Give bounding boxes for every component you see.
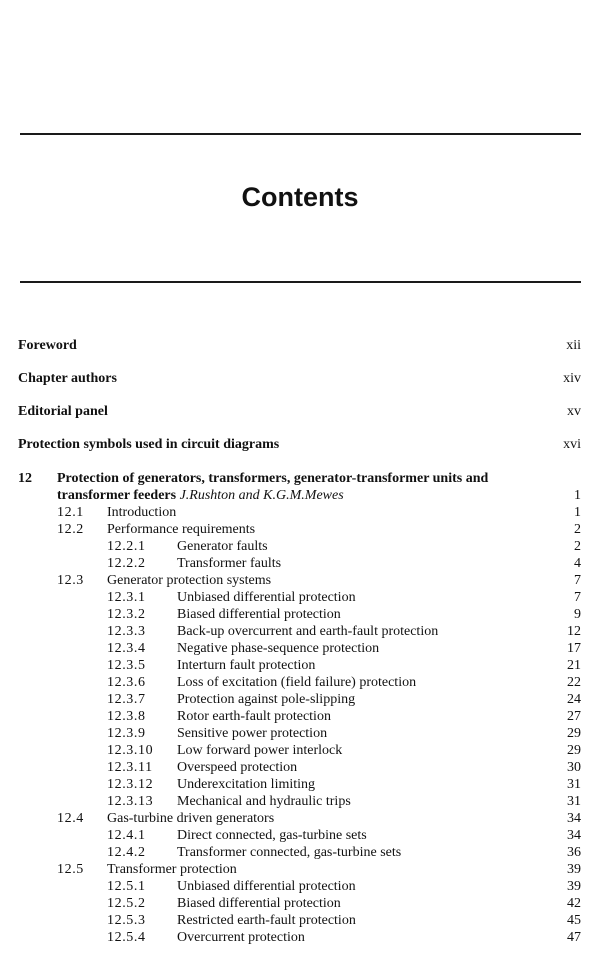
subsection-number: 12.5.4 bbox=[107, 930, 146, 945]
toc-entry-title: Chapter authors bbox=[18, 371, 117, 386]
toc-subsection[interactable] bbox=[0, 538, 600, 555]
subsection-title: Interturn fault protection bbox=[177, 658, 316, 673]
toc-subsection[interactable] bbox=[0, 708, 600, 725]
subsection-title: Transformer faults bbox=[177, 556, 282, 571]
subsection-number: 12.2.1 bbox=[107, 539, 146, 554]
subsection-title: Direct connected, gas-turbine sets bbox=[177, 828, 367, 843]
toc-entry-title: Editorial panel bbox=[18, 404, 108, 419]
chapter-number: 12 bbox=[18, 471, 32, 486]
chapter-title-line2 bbox=[57, 487, 344, 504]
subsection-number: 12.3.6 bbox=[107, 675, 146, 690]
section-title: Introduction bbox=[107, 505, 177, 520]
toc-section[interactable] bbox=[0, 504, 600, 521]
subsection-number: 12.3.10 bbox=[107, 743, 154, 758]
subsection-number: 12.4.1 bbox=[107, 828, 146, 843]
toc-subsection[interactable] bbox=[0, 691, 600, 708]
section-number: 12.1 bbox=[57, 505, 84, 520]
page-title: Contents bbox=[241, 182, 359, 212]
chapter-title-line1: Protection of generators, transformers, generator-transformer units and bbox=[57, 471, 489, 486]
subsection-title: Protection against pole-slipping bbox=[177, 692, 356, 707]
subsection-page: 21 bbox=[567, 658, 581, 673]
subsection-number: 12.3.8 bbox=[107, 709, 146, 724]
chapter-title-line2-text: transformer feeders bbox=[57, 488, 177, 503]
subsection-title: Generator faults bbox=[177, 539, 268, 554]
subsection-page: 30 bbox=[567, 760, 581, 775]
subsection-page: 31 bbox=[567, 794, 581, 809]
toc-subsection[interactable] bbox=[0, 657, 600, 674]
subsection-page: 36 bbox=[567, 845, 581, 860]
bottom-rule bbox=[20, 281, 581, 283]
toc-subsection[interactable] bbox=[0, 912, 600, 929]
toc-section[interactable] bbox=[0, 861, 600, 878]
subsection-number: 12.3.9 bbox=[107, 726, 146, 741]
subsection-page: 31 bbox=[567, 777, 581, 792]
subsection-page: 12 bbox=[567, 624, 581, 639]
subsection-number: 12.2.2 bbox=[107, 556, 146, 571]
subsection-title: Underexcitation limiting bbox=[177, 777, 316, 792]
toc-entry-page: xvi bbox=[563, 437, 581, 452]
subsection-number: 12.3.1 bbox=[107, 590, 146, 605]
subsection-page: 9 bbox=[574, 607, 581, 622]
subsection-title: Mechanical and hydraulic trips bbox=[177, 794, 351, 809]
subsection-number: 12.5.1 bbox=[107, 879, 146, 894]
subsection-title: Overspeed protection bbox=[177, 760, 298, 775]
subsection-page: 4 bbox=[574, 556, 581, 571]
subsection-number: 12.3.2 bbox=[107, 607, 146, 622]
toc-subsection[interactable] bbox=[0, 606, 600, 623]
toc-entry-page: xiv bbox=[563, 371, 581, 386]
section-page: 34 bbox=[567, 811, 581, 826]
chapter-heading[interactable] bbox=[0, 470, 600, 487]
subsection-title: Transformer connected, gas-turbine sets bbox=[177, 845, 402, 860]
subsection-page: 39 bbox=[567, 879, 581, 894]
section-title: Transformer protection bbox=[107, 862, 237, 877]
subsection-number: 12.3.13 bbox=[107, 794, 154, 809]
toc-subsection[interactable] bbox=[0, 776, 600, 793]
toc-section[interactable] bbox=[0, 572, 600, 589]
toc-subsection[interactable] bbox=[0, 725, 600, 742]
section-page: 2 bbox=[574, 522, 581, 537]
subsection-number: 12.5.2 bbox=[107, 896, 146, 911]
subsection-number: 12.3.12 bbox=[107, 777, 154, 792]
toc-subsection[interactable] bbox=[0, 929, 600, 946]
subsection-page: 47 bbox=[567, 930, 581, 945]
toc-subsection[interactable] bbox=[0, 895, 600, 912]
section-number: 12.5 bbox=[57, 862, 84, 877]
subsection-page: 22 bbox=[567, 675, 581, 690]
subsection-page: 42 bbox=[567, 896, 581, 911]
toc-entry-foreword[interactable] bbox=[0, 337, 600, 354]
section-title: Generator protection systems bbox=[107, 573, 272, 588]
toc-entry-page: xv bbox=[567, 404, 581, 419]
subsection-title: Biased differential protection bbox=[177, 896, 341, 911]
subsection-title: Loss of excitation (field failure) protection bbox=[177, 675, 417, 690]
toc-subsection[interactable] bbox=[0, 589, 600, 606]
subsection-title: Unbiased differential protection bbox=[177, 879, 356, 894]
subsection-number: 12.5.3 bbox=[107, 913, 146, 928]
subsection-title: Negative phase-sequence protection bbox=[177, 641, 380, 656]
subsection-title: Sensitive power protection bbox=[177, 726, 328, 741]
subsection-page: 24 bbox=[567, 692, 581, 707]
chapter-heading-continued[interactable] bbox=[0, 487, 600, 504]
subsection-page: 27 bbox=[567, 709, 581, 724]
chapter-page: 1 bbox=[574, 488, 581, 503]
toc-subsection[interactable] bbox=[0, 844, 600, 861]
toc-entry-protection-symbols[interactable] bbox=[0, 436, 600, 453]
top-rule bbox=[20, 133, 581, 135]
subsection-title: Low forward power interlock bbox=[177, 743, 343, 758]
toc-entry-title: Protection symbols used in circuit diagrams bbox=[18, 437, 280, 452]
subsection-page: 7 bbox=[574, 590, 581, 605]
section-title: Gas-turbine driven generators bbox=[107, 811, 275, 826]
section-page: 7 bbox=[574, 573, 581, 588]
chapter-authors: J.Rushton and K.G.M.Mewes bbox=[179, 488, 344, 503]
toc-entry-editorial-panel[interactable] bbox=[0, 403, 600, 420]
subsection-number: 12.3.7 bbox=[107, 692, 146, 707]
section-page: 39 bbox=[567, 862, 581, 877]
toc-section[interactable] bbox=[0, 521, 600, 538]
toc-subsection[interactable] bbox=[0, 674, 600, 691]
toc-section[interactable] bbox=[0, 810, 600, 827]
toc-subsection[interactable] bbox=[0, 878, 600, 895]
subsection-number: 12.3.11 bbox=[107, 760, 153, 775]
toc-entry-chapter-authors[interactable] bbox=[0, 370, 600, 387]
subsection-title: Biased differential protection bbox=[177, 607, 341, 622]
toc-subsection[interactable] bbox=[0, 742, 600, 759]
subsection-number: 12.3.4 bbox=[107, 641, 146, 656]
toc-entry-title: Foreword bbox=[18, 338, 77, 353]
toc-subsection[interactable] bbox=[0, 759, 600, 776]
toc-subsection[interactable] bbox=[0, 555, 600, 572]
subsection-page: 2 bbox=[574, 539, 581, 554]
section-number: 12.3 bbox=[57, 573, 84, 588]
subsection-title: Restricted earth-fault protection bbox=[177, 913, 356, 928]
toc-subsection[interactable] bbox=[0, 793, 600, 810]
subsection-title: Overcurrent protection bbox=[177, 930, 305, 945]
subsection-page: 34 bbox=[567, 828, 581, 843]
subsection-number: 12.4.2 bbox=[107, 845, 146, 860]
subsection-page: 29 bbox=[567, 726, 581, 741]
subsection-title: Unbiased differential protection bbox=[177, 590, 356, 605]
toc-entry-page: xii bbox=[566, 338, 581, 353]
section-number: 12.2 bbox=[57, 522, 84, 537]
section-page: 1 bbox=[574, 505, 581, 520]
subsection-page: 45 bbox=[567, 913, 581, 928]
subsection-number: 12.3.3 bbox=[107, 624, 146, 639]
toc-subsection[interactable] bbox=[0, 640, 600, 657]
subsection-number: 12.3.5 bbox=[107, 658, 146, 673]
subsection-page: 17 bbox=[567, 641, 581, 656]
toc-subsection[interactable] bbox=[0, 827, 600, 844]
section-number: 12.4 bbox=[57, 811, 84, 826]
subsection-title: Rotor earth-fault protection bbox=[177, 709, 331, 724]
toc-subsection[interactable] bbox=[0, 623, 600, 640]
section-title: Performance requirements bbox=[107, 522, 256, 537]
subsection-title: Back-up overcurrent and earth-fault protection bbox=[177, 624, 439, 639]
subsection-page: 29 bbox=[567, 743, 581, 758]
